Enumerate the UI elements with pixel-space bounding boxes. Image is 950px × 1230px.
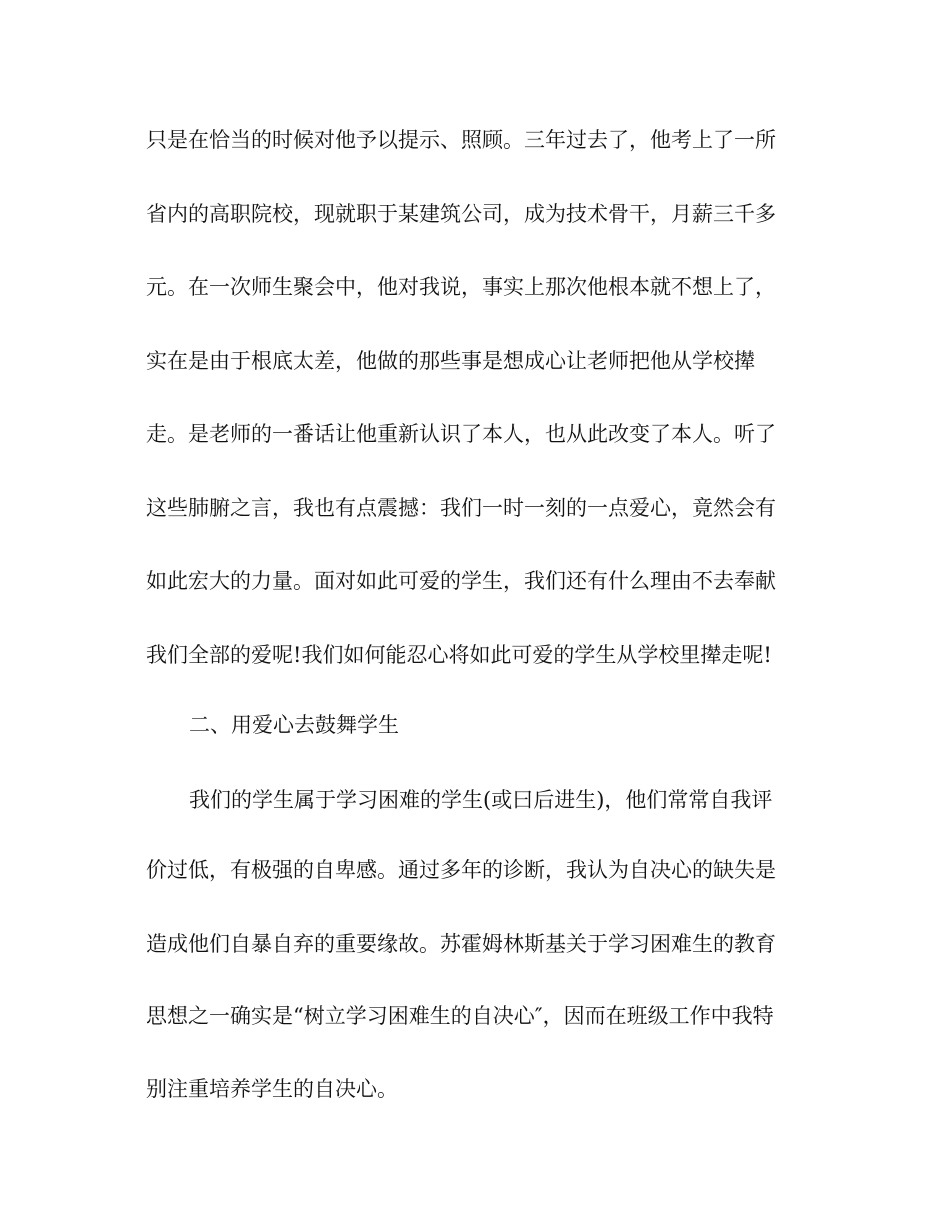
paragraph-line: 如此宏大的力量。面对如此可爱的学生，我们还有什么理由不去奉献 (146, 569, 776, 593)
paragraph-line: 造成他们自暴自弃的重要缘故。苏霍姆林斯基关于学习困难生的教育 (146, 932, 776, 956)
paragraph-line: 我们全部的爱呢!我们如何能忍心将如此可爱的学生从学校里撵走呢! (146, 643, 772, 667)
section-heading: 二、用爱心去鼓舞学生 (189, 713, 399, 737)
paragraph-line: 这些肺腑之言，我也有点震撼：我们一时一刻的一点爱心，竟然会有 (146, 496, 776, 520)
paragraph-line: 别注重培养学生的自决心。 (146, 1077, 398, 1101)
paragraph-line: 实在是由于根底太差，他做的那些事是想成心让老师把他从学校撵 (146, 349, 755, 373)
paragraph-line: 思想之一确实是“树立学习困难生的自决心″，因而在班级工作中我特 (146, 1004, 774, 1028)
paragraph-line: 走。是老师的一番话让他重新认识了本人，也从此改变了本人。听了 (146, 422, 776, 446)
paragraph-line: 元。在一次师生聚会中，他对我说，事实上那次他根本就不想上了， (146, 275, 776, 299)
paragraph-line: 省内的高职院校，现就职于某建筑公司，成为技术骨干，月薪三千多 (146, 202, 776, 226)
paragraph-line: 只是在恰当的时候对他予以提示、照顾。三年过去了，他考上了一所 (146, 128, 776, 152)
paragraph-line: 价过低，有极强的自卑感。通过多年的诊断，我认为自决心的缺失是 (146, 858, 776, 882)
paragraph-line: 我们的学生属于学习困难的学生(或曰后进生)，他们常常自我评 (189, 788, 773, 812)
